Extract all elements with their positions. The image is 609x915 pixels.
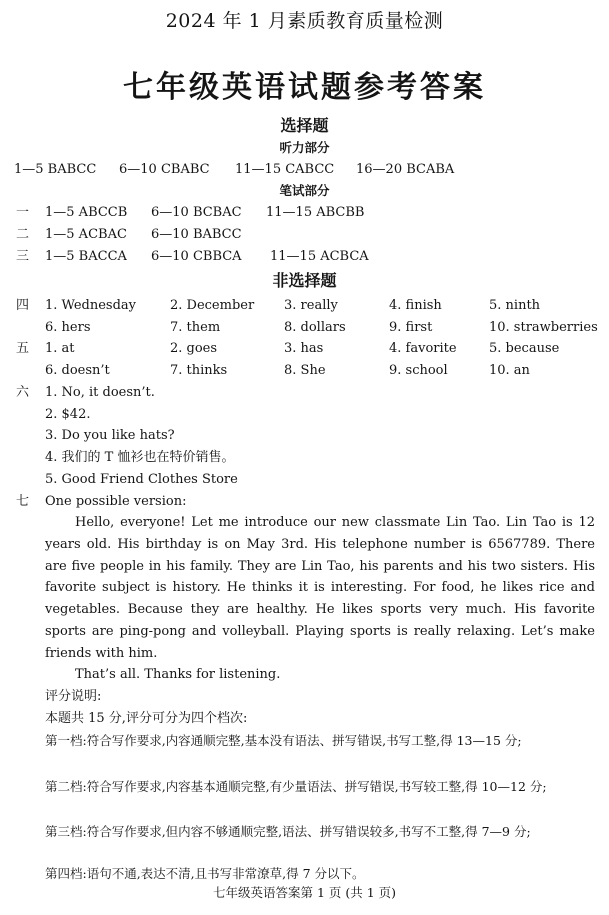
answer-item: 10. strawberries (489, 320, 598, 335)
page-footer: 七年级英语答案第 1 页 (共 1 页) (212, 885, 397, 900)
sample-essay-paragraph-1: Hello, everyone! Let me introduce our new classmate Lin Tao. Lin Tao is 12 years old. His birthday is on May 3rd. His telephone number is 6567789. There are five people in his family. They are Lin Tao, his parents and his two sisters. His favorite subject is history. He thinks it is interesting. For food, he likes rice and vegetables. Because they are healthy. He likes sports very much. His favorite sports are ping-pong and volleyball. Playing sports is really relaxing. Let’s make friends with him. (45, 515, 595, 661)
answer-item: 7. them (170, 320, 221, 335)
answer-item: 3. really (284, 298, 338, 313)
answer-item: 5. ninth (489, 298, 541, 313)
answer-item: 2. $42. (45, 407, 91, 422)
listening-answers-row (0, 159, 609, 180)
answer-item: 6. hers (45, 320, 91, 335)
nonchoice-section-heading: 非选择题 (272, 271, 337, 290)
document-title: 七年级英语试题参考答案 (123, 70, 486, 105)
writing-heading: 笔试部分 (279, 183, 330, 198)
scoring-intro-row (0, 708, 609, 729)
answer-item: 10. an (489, 363, 530, 378)
listening-answers-16-20: 16—20 BCABA (356, 162, 455, 177)
part1-answers-1-5: 1—5 ABCCB (45, 205, 128, 220)
answer-item: 1. No, it doesn’t. (45, 385, 155, 400)
listening-heading: 听力部分 (279, 140, 330, 155)
part2-answers-1-5: 1—5 ACBAC (45, 227, 127, 242)
answer-item: 2. December (170, 298, 255, 313)
listening-answers-11-15: 11—15 CABCC (235, 162, 335, 177)
part2-answers-6-10: 6—10 BABCC (151, 227, 242, 242)
scoring-heading: 评分说明: (45, 689, 102, 704)
listening-answers-1-5: 1—5 BABCC (14, 162, 97, 177)
answer-item: 5. Good Friend Clothes Store (45, 472, 238, 487)
answer-item: 3. Do you like hats? (45, 428, 175, 443)
part-mark: 二 (16, 227, 30, 242)
part3-answers-6-10: 6—10 CBBCA (151, 249, 242, 264)
part6-item-5 (0, 469, 609, 490)
part2-answers-row (0, 224, 609, 245)
part7-intro-row (0, 491, 609, 512)
part5-row-1 (0, 338, 609, 359)
scoring-heading-row (0, 686, 609, 707)
part1-answers-6-10: 6—10 BCBAC (151, 205, 242, 220)
exam-title: 2024 年 1 月素质教育质量检测 (165, 10, 444, 32)
answer-item: 7. thinks (170, 363, 228, 378)
part3-answers-1-5: 1—5 BACCA (45, 249, 127, 264)
part4-row-1 (0, 295, 609, 316)
part6-item-2 (0, 404, 609, 425)
part-mark: 四 (16, 298, 30, 313)
part-mark: 三 (16, 249, 30, 264)
part-mark: 七 (16, 494, 30, 509)
answer-item: 4. finish (389, 298, 442, 313)
choice-section-heading: 选择题 (280, 116, 329, 135)
answer-item: 3. has (284, 341, 324, 356)
scoring-level-3: 第三档:符合写作要求,但内容不够通顺完整,语法、拼写错误较多,书写不工整,得 7—9 分; (45, 824, 531, 839)
part5-row-2 (0, 360, 609, 381)
part6-item-3 (0, 425, 609, 446)
part-mark: 五 (16, 341, 30, 356)
scoring-level-1: 第一档:符合写作要求,内容通顺完整,基本没有语法、拼写错误,书写工整,得 13—15 分; (45, 733, 522, 748)
part6-item-4 (0, 447, 609, 468)
part1-answers-11-15: 11—15 ABCBB (266, 205, 365, 220)
answer-item: 6. doesn’t (45, 363, 110, 378)
answer-item: 1. at (45, 341, 75, 356)
answer-item: 9. school (389, 363, 448, 378)
scoring-intro: 本题共 15 分,评分可分为四个档次: (45, 711, 248, 726)
sample-essay-paragraph-2: That’s all. Thanks for listening. (75, 667, 281, 682)
answer-item: 8. dollars (284, 320, 346, 335)
answer-item: 5. because (489, 341, 560, 356)
part3-answers-11-15: 11—15 ACBCA (270, 249, 369, 264)
sample-intro: One possible version: (45, 494, 187, 509)
part1-answers-row (0, 202, 609, 223)
part-mark: 一 (16, 205, 30, 220)
listening-answers-6-10: 6—10 CBABC (119, 162, 210, 177)
part6-item-1 (0, 382, 609, 403)
answer-item: 8. She (284, 363, 326, 378)
part-mark: 六 (16, 385, 30, 400)
part4-row-2 (0, 317, 609, 338)
answer-item: 4. favorite (389, 341, 457, 356)
answer-item: 2. goes (170, 341, 218, 356)
scoring-level-2: 第二档:符合写作要求,内容基本通顺完整,有少量语法、拼写错误,书写较工整,得 10—12 分; (45, 779, 547, 794)
scoring-level-4: 第四档:语句不通,表达不清,且书写非常潦草,得 7 分以下。 (45, 866, 365, 881)
answer-item: 1. Wednesday (45, 298, 137, 313)
answer-item: 4. 我们的 T 恤衫也在特价销售。 (45, 450, 235, 465)
answer-item: 9. first (389, 320, 433, 335)
part3-answers-row (0, 246, 609, 267)
